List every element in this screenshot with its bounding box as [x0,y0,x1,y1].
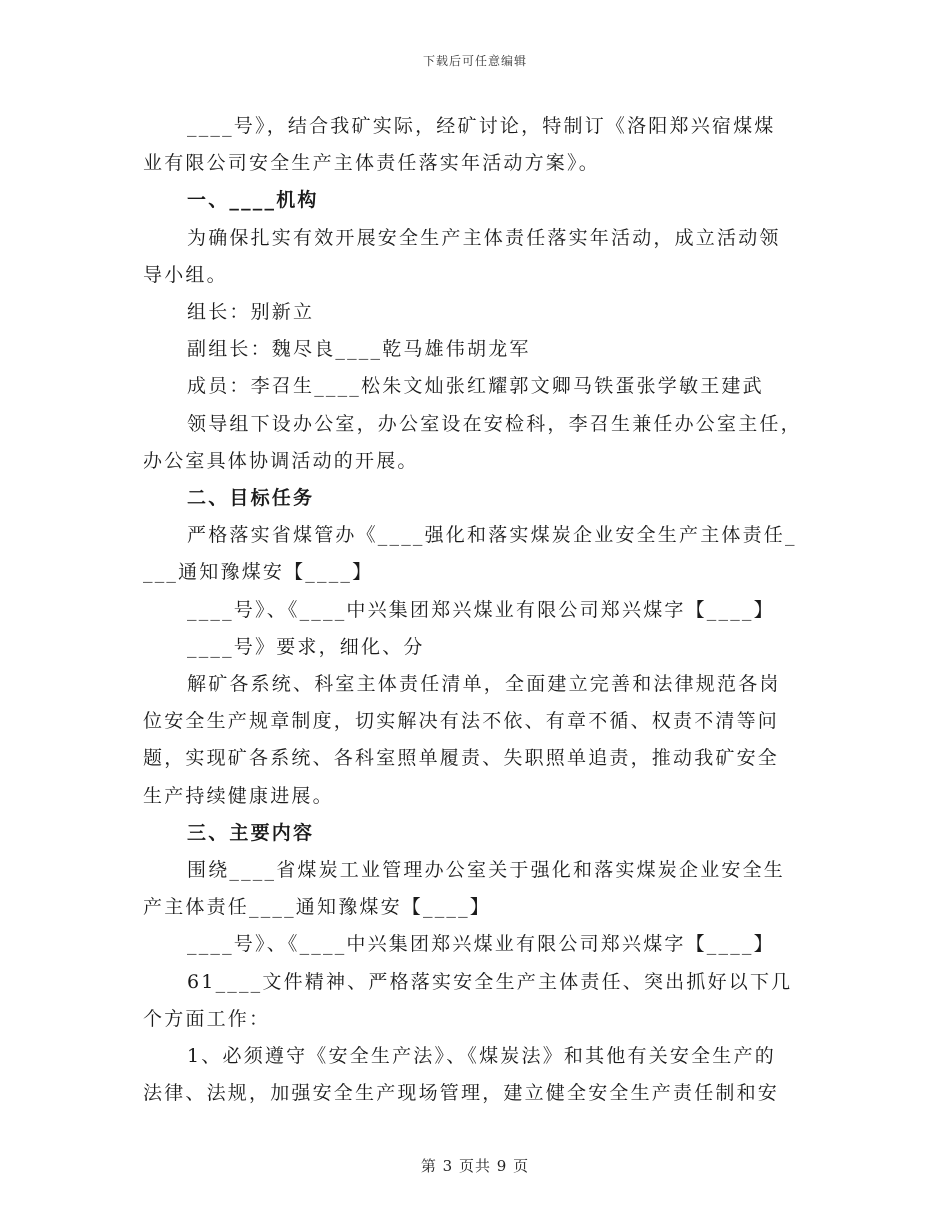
body-line: 产主体责任____通知豫煤安【____】 [143,896,492,919]
body-line: ___通知豫煤安【____】 [143,561,374,584]
body-line: 解矿各系统、科室主体责任清单，全面建立完善和法律规范各岗 [187,673,781,696]
body-line: 1、必须遵守《安全生产法》、《煤炭法》和其他有关安全生产的 [187,1045,776,1068]
body-line: 办公室具体协调活动的开展。 [143,449,419,472]
header-note: 下载后可任意编辑 [422,54,527,68]
body-line: 位安全生产规章制度，切实解决有法不依、有章不循、权责不清等问 [143,710,780,733]
body-line: 导小组。 [143,263,228,286]
body-line: 为确保扎实有效开展安全生产主体责任落实年活动，成立活动领 [187,226,781,249]
document-body [143,108,803,1112]
body-line: ____号》，结合我矿实际，经矿讨论，特制订《洛阳郑兴宿煤煤 [187,115,776,137]
section-heading: 二、目标任务 [187,487,315,510]
body-line: 法律、法规，加强安全生产现场管理，建立健全安全生产责任制和安 [143,1082,780,1105]
body-line: ____号》、《____中兴集团郑兴煤业有限公司郑兴煤字【____】 [187,598,775,621]
body-line: ____号》、《____中兴集团郑兴煤业有限公司郑兴煤字【____】 [187,933,775,956]
body-line: 严格落实省煤管办《____强化和落实煤炭企业安全生产主体责任_ [187,524,797,547]
body-line: 题，实现矿各系统、各科室照单履责、失职照单追责，推动我矿安全 [143,747,780,770]
body-line: 61____文件精神、严格落实安全生产主体责任、突出抓好以下几 [187,970,793,993]
body-line: ____号》要求，细化、分 [187,635,425,658]
page-number: 第 3 页共 9 页 [420,1157,530,1175]
body-line: 成员：李召生____松朱文灿张红耀郭文卿马铁蛋张学敏王建武 [187,375,764,398]
body-line: 业有限公司安全生产主体责任落实年活动方案》。 [143,152,600,175]
body-line: 副组长：魏尽良____乾马雄伟胡龙军 [187,338,531,361]
body-line: 生产持续健康进展。 [143,784,334,807]
body-line: 围绕____省煤炭工业管理办公室关于强化和落实煤炭企业安全生 [187,859,786,882]
body-line: 个方面工作： [143,1007,271,1030]
section-heading: 一、____机构 [187,189,319,212]
body-line: 领导组下设办公室，办公室设在安检科，李召生兼任办公室主任， [187,412,802,435]
body-line: 组长：别新立 [187,301,315,324]
section-heading: 三、主要内容 [187,821,315,844]
